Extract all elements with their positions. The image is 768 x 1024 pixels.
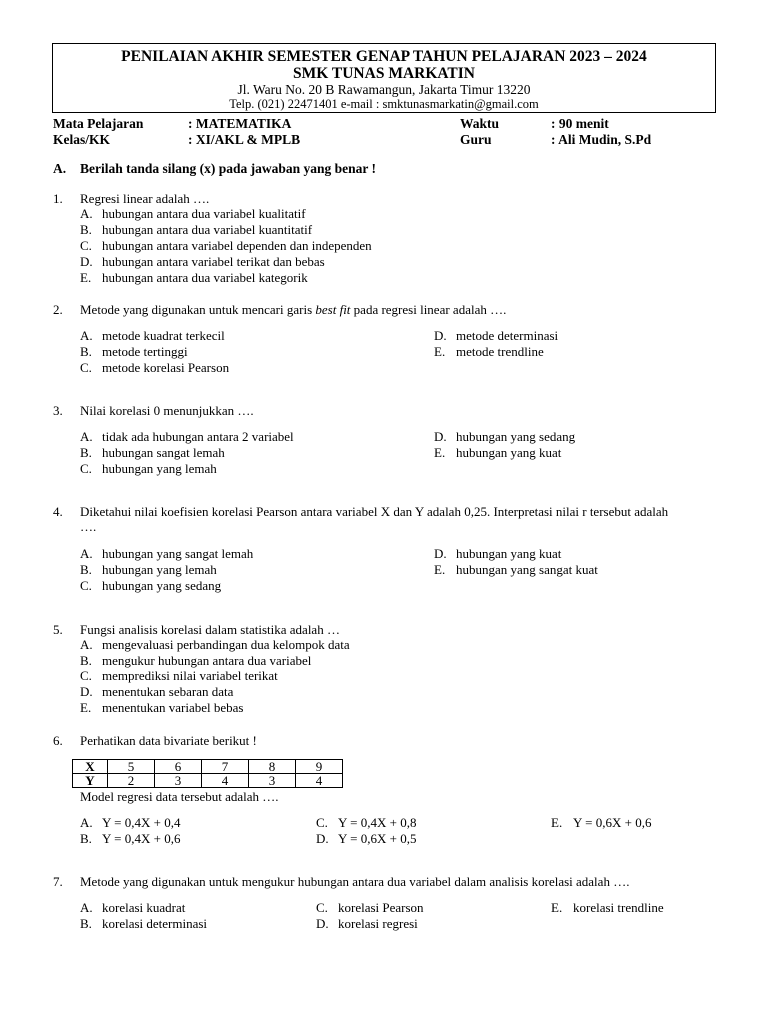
question-text: Regresi linear adalah …. bbox=[80, 191, 210, 206]
option-d[interactable]: D. hubungan antara variabel terikat dan bebas bbox=[80, 254, 325, 269]
table-cell-y-label: Y bbox=[73, 774, 108, 788]
school-contact: Telp. (021) 22471401 e-mail : smktunasmarkatin@gmail.com bbox=[229, 97, 539, 111]
option-c[interactable]: C. hubungan antara variabel dependen dan independen bbox=[80, 238, 372, 253]
table-cell: 3 bbox=[249, 774, 296, 788]
table-cell: 3 bbox=[155, 774, 202, 788]
option-b[interactable]: B. metode tertinggi bbox=[80, 344, 188, 359]
option-b[interactable]: B. korelasi determinasi bbox=[80, 916, 208, 931]
option-a[interactable]: A. mengevaluasi perbandingan dua kelompok data bbox=[80, 637, 350, 652]
option-d[interactable]: D. hubungan yang sedang bbox=[434, 429, 576, 444]
question-number: 1. bbox=[53, 191, 63, 206]
table-cell: 8 bbox=[249, 760, 296, 774]
table-cell: 4 bbox=[296, 774, 343, 788]
table-cell-x-label: X bbox=[73, 760, 108, 774]
time-label: Waktu bbox=[460, 116, 500, 131]
option-e[interactable]: E. Y = 0,6X + 0,6 bbox=[551, 815, 652, 830]
option-a[interactable]: A. Y = 0,4X + 0,4 bbox=[80, 815, 181, 830]
time-value: : 90 menit bbox=[551, 116, 609, 131]
table-cell: 4 bbox=[202, 774, 249, 788]
question-number: 7. bbox=[53, 874, 63, 889]
question-number: 2. bbox=[53, 302, 63, 317]
bivariate-table bbox=[72, 759, 343, 788]
option-d[interactable]: D. Y = 0,6X + 0,5 bbox=[316, 831, 417, 846]
question-text: Nilai korelasi 0 menunjukkan …. bbox=[80, 403, 254, 418]
subject-label: Mata Pelajaran bbox=[53, 116, 144, 131]
school-name: SMK TUNAS MARKATIN bbox=[293, 65, 475, 82]
option-c[interactable]: C. korelasi Pearson bbox=[316, 900, 424, 915]
question-number: 6. bbox=[53, 733, 63, 748]
option-a[interactable]: A. hubungan antara dua variabel kualitatif bbox=[80, 206, 306, 221]
option-e[interactable]: E. hubungan yang kuat bbox=[434, 445, 562, 460]
option-e[interactable]: E. hubungan antara dua variabel kategorik bbox=[80, 270, 308, 285]
option-c[interactable]: C. hubungan yang lemah bbox=[80, 461, 217, 476]
question-number: 3. bbox=[53, 403, 63, 418]
option-b[interactable]: B. hubungan antara dua variabel kuantitatif bbox=[80, 222, 313, 237]
option-e[interactable]: E. korelasi trendline bbox=[551, 900, 664, 915]
option-d[interactable]: D. korelasi regresi bbox=[316, 916, 418, 931]
option-d[interactable]: D. hubungan yang kuat bbox=[434, 546, 562, 561]
question-number: 4. bbox=[53, 504, 63, 519]
question-text: Fungsi analisis korelasi dalam statistika adalah … bbox=[80, 622, 340, 637]
option-b[interactable]: B. Y = 0,4X + 0,6 bbox=[80, 831, 181, 846]
teacher-label: Guru bbox=[460, 132, 492, 147]
question-number: 5. bbox=[53, 622, 63, 637]
teacher-value: : Ali Mudin, S.Pd bbox=[551, 132, 652, 147]
option-b[interactable]: B. hubungan yang lemah bbox=[80, 562, 217, 577]
table-row-x bbox=[73, 760, 343, 774]
table-cell: 2 bbox=[108, 774, 155, 788]
section-instruction: Berilah tanda silang (x) pada jawaban yang benar ! bbox=[80, 161, 377, 176]
table-cell: 9 bbox=[296, 760, 343, 774]
option-a[interactable]: A. tidak ada hubungan antara 2 variabel bbox=[80, 429, 294, 444]
class-value: : XI/AKL & MPLB bbox=[188, 132, 301, 147]
table-cell: 6 bbox=[155, 760, 202, 774]
table-cell: 7 bbox=[202, 760, 249, 774]
option-c[interactable]: C. memprediksi nilai variabel terikat bbox=[80, 668, 278, 683]
option-d[interactable]: D. metode determinasi bbox=[434, 328, 559, 343]
section-letter: A. bbox=[53, 161, 67, 176]
question-text-2: Model regresi data tersebut adalah …. bbox=[80, 789, 279, 804]
option-b[interactable]: B. hubungan sangat lemah bbox=[80, 445, 225, 460]
question-text-line-1: Diketahui nilai koefisien korelasi Pearson antara variabel X dan Y adalah 0,25. Interpretasi nilai r tersebut adalah bbox=[80, 504, 669, 519]
exam-header bbox=[52, 43, 716, 113]
class-label: Kelas/KK bbox=[53, 132, 110, 147]
subject-value: : MATEMATIKA bbox=[188, 116, 292, 131]
table-row-y bbox=[73, 774, 343, 788]
option-a[interactable]: A. hubungan yang sangat lemah bbox=[80, 546, 254, 561]
question-text: Metode yang digunakan untuk mencari garis best fit pada regresi linear adalah …. bbox=[80, 302, 507, 317]
question-text: Metode yang digunakan untuk mengukur hubungan antara dua variabel dalam analisis korelasi adalah …. bbox=[80, 874, 630, 889]
school-address: Jl. Waru No. 20 B Rawamangun, Jakarta Timur 13220 bbox=[237, 82, 531, 97]
option-a[interactable]: A. korelasi kuadrat bbox=[80, 900, 186, 915]
option-a[interactable]: A. metode kuadrat terkecil bbox=[80, 328, 225, 343]
question-text: Perhatikan data bivariate berikut ! bbox=[80, 733, 257, 748]
option-d[interactable]: D. menentukan sebaran data bbox=[80, 684, 234, 699]
question-text-line-2: …. bbox=[80, 519, 97, 534]
option-c[interactable]: C. Y = 0,4X + 0,8 bbox=[316, 815, 417, 830]
option-c[interactable]: C. hubungan yang sedang bbox=[80, 578, 222, 593]
option-c[interactable]: C. metode korelasi Pearson bbox=[80, 360, 230, 375]
option-e[interactable]: E. metode trendline bbox=[434, 344, 544, 359]
option-e[interactable]: E. hubungan yang sangat kuat bbox=[434, 562, 598, 577]
table-cell: 5 bbox=[108, 760, 155, 774]
option-b[interactable]: B. mengukur hubungan antara dua variabel bbox=[80, 653, 312, 668]
exam-title: PENILAIAN AKHIR SEMESTER GENAP TAHUN PELAJARAN 2023 – 2024 bbox=[121, 48, 647, 65]
option-e[interactable]: E. menentukan variabel bebas bbox=[80, 700, 244, 715]
